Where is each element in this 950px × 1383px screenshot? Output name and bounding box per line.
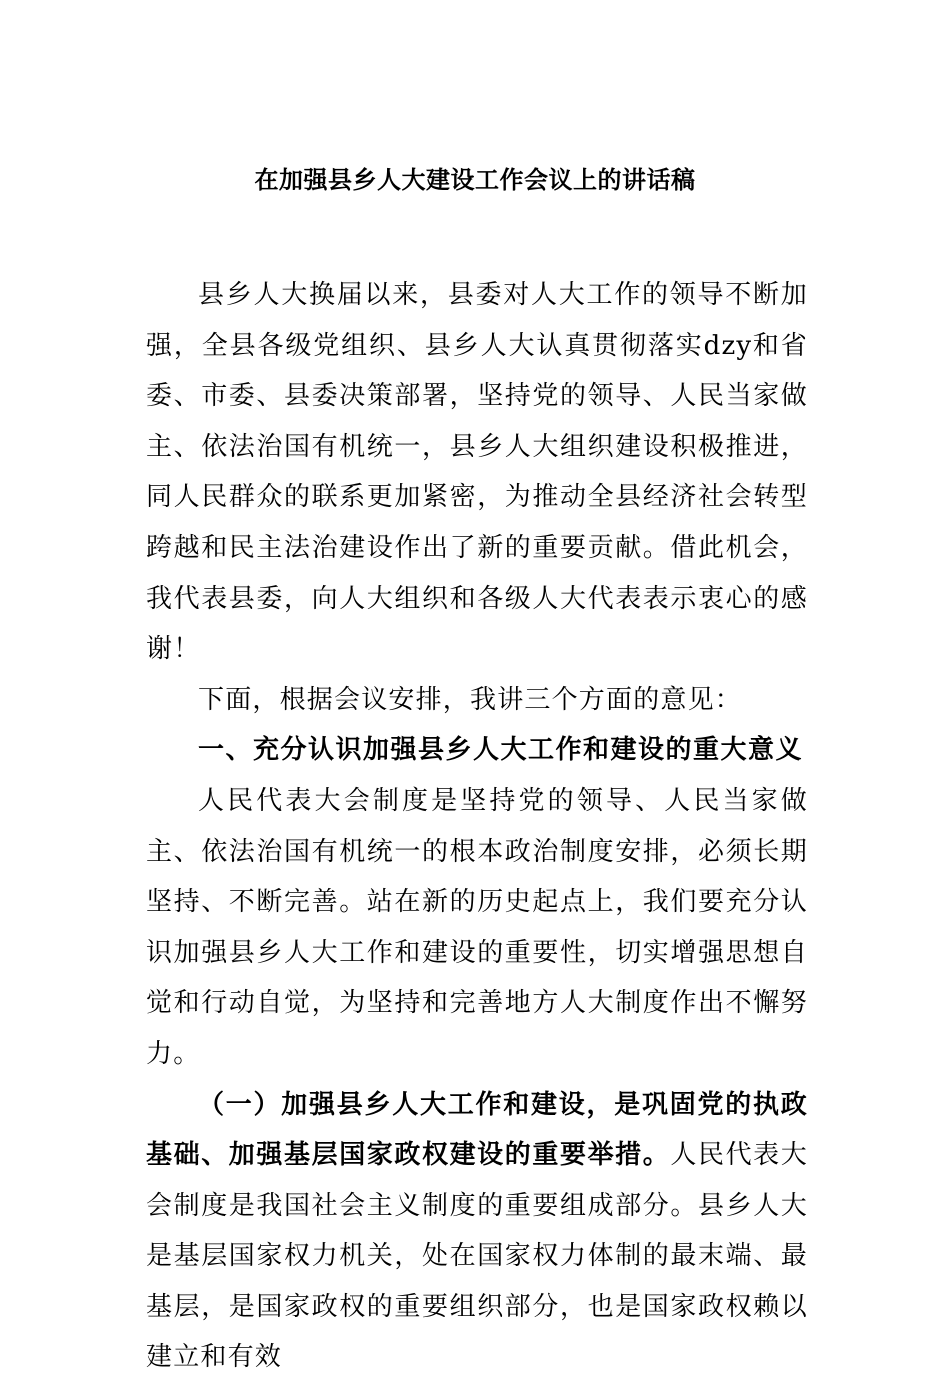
paragraph-section-1-intro: 人民代表大会制度是坚持党的领导、人民当家做主、依法治国有机统一的根本政治制度安排，必须长期坚持、不断完善。站在新的历史起点上，我们要充分认识加强县乡人大工作和建设的重要性，切实增强思想自觉和行动自觉，为坚持和完善地方人大制度作出不懈努力。 <box>146 776 808 1080</box>
document-title: 在加强县乡人大建设工作会议上的讲话稿 <box>0 160 950 200</box>
subsection-lead-sentence: （一）加强县乡人大工作和建设，是巩固党的执政基础、加强基层国家政权建设的重要举措。 <box>146 1090 808 1171</box>
section-heading-1: 一、充分认识加强县乡人大工作和建设的重大意义 <box>146 725 808 776</box>
subsection-body-text: 人民代表大会制度是我国社会主义制度的重要组成部分。县乡人大是基层国家权力机关，处在国家权力体制的最末端、最基层，是国家政权的重要组织部分，也是国家政权赖以建立和有效 <box>146 1140 808 1372</box>
paragraph-intro: 县乡人大换届以来，县委对人大工作的领导不断加强，全县各级党组织、县乡人大认真贯彻落实dzy和省委、市委、县委决策部署，坚持党的领导、人民当家做主、依法治国有机统一，县乡人大组织建设积极推进，同人民群众的联系更加紧密，为推动全县经济社会转型跨越和民主法治建设作出了新的重要贡献。借此机会，我代表县委，向人大组织和各级人大代表表示衷心的感谢！ <box>146 270 808 675</box>
document-body <box>146 270 808 1383</box>
paragraph-outline: 下面，根据会议安排，我讲三个方面的意见： <box>146 675 808 726</box>
paragraph-subsection-1 <box>146 1080 808 1383</box>
